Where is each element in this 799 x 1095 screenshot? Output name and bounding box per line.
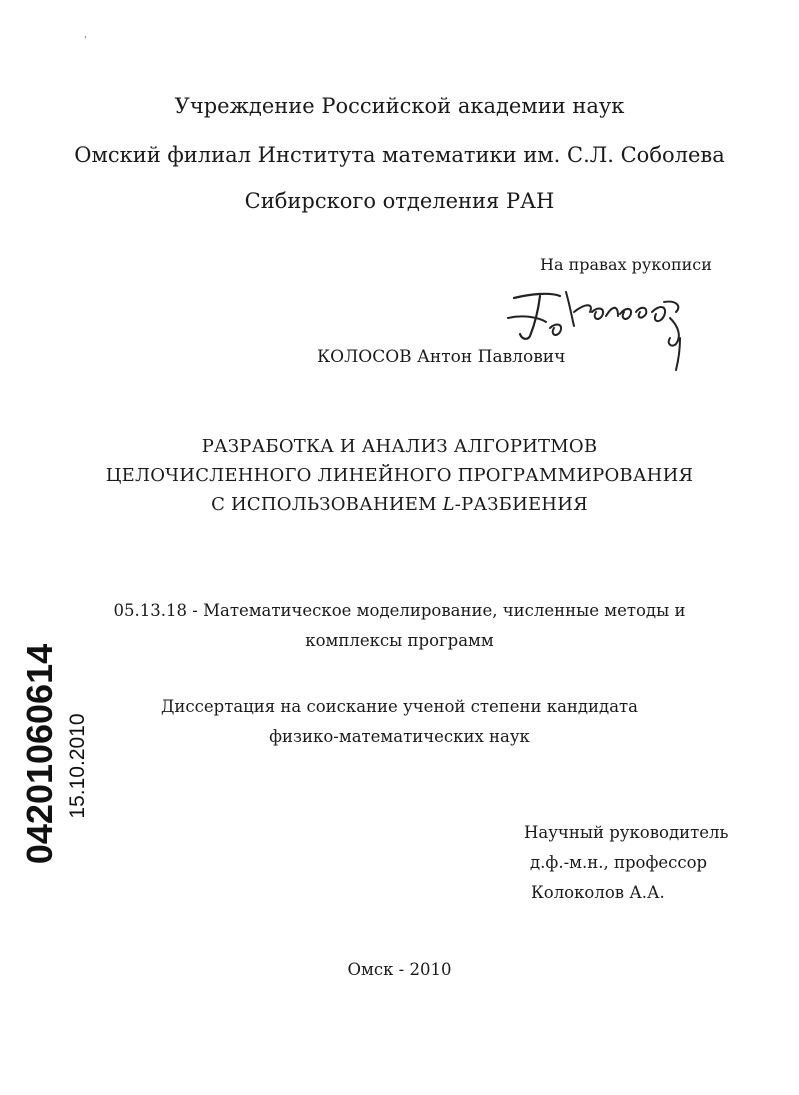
title-line-3-suffix: -РАЗБИЕНИЯ [454,494,588,515]
institution-line-2: Омский филиал Института математики им. С.Л. Соболева [74,143,725,167]
supervisor-role: Научный руководитель [524,823,729,842]
manuscript-note: На правах рукописи [540,255,712,274]
institution-line-1: Учреждение Российской академии наук [174,94,625,118]
supervisor-degree: д.ф.-м.н., профессор [530,853,708,872]
library-stamp-date: 15.10.2010 [66,713,89,819]
title-line-3-prefix: С ИСПОЛЬЗОВАНИЕМ [211,494,443,515]
title-line-3-italic: L [442,494,455,515]
degree-line-1: Диссертация на соискание ученой степени кандидата [160,697,639,716]
footer-city-year: Омск - 2010 [347,960,452,979]
library-stamp-number: 04201060614 [19,643,60,865]
specialty-line-2: комплексы программ [305,631,494,650]
author-name: КОЛОСОВ Антон Павлович [317,347,566,367]
supervisor-name: Колоколов А.А. [531,883,665,902]
specialty-line-1: 05.13.18 - Математическое моделирование, численные методы и [113,601,686,620]
title-line-2: ЦЕЛОЧИСЛЕННОГО ЛИНЕЙНОГО ПРОГРАММИРОВАНИЯ [105,465,694,486]
title-line-1: РАЗРАБОТКА И АНАЛИЗ АЛГОРИТМОВ [201,436,598,457]
scan-mark: ' [84,36,87,46]
degree-line-2: физико-математических наук [269,727,530,746]
institution-line-3: Сибирского отделения РАН [244,189,555,213]
title-line-3 [0,494,799,515]
